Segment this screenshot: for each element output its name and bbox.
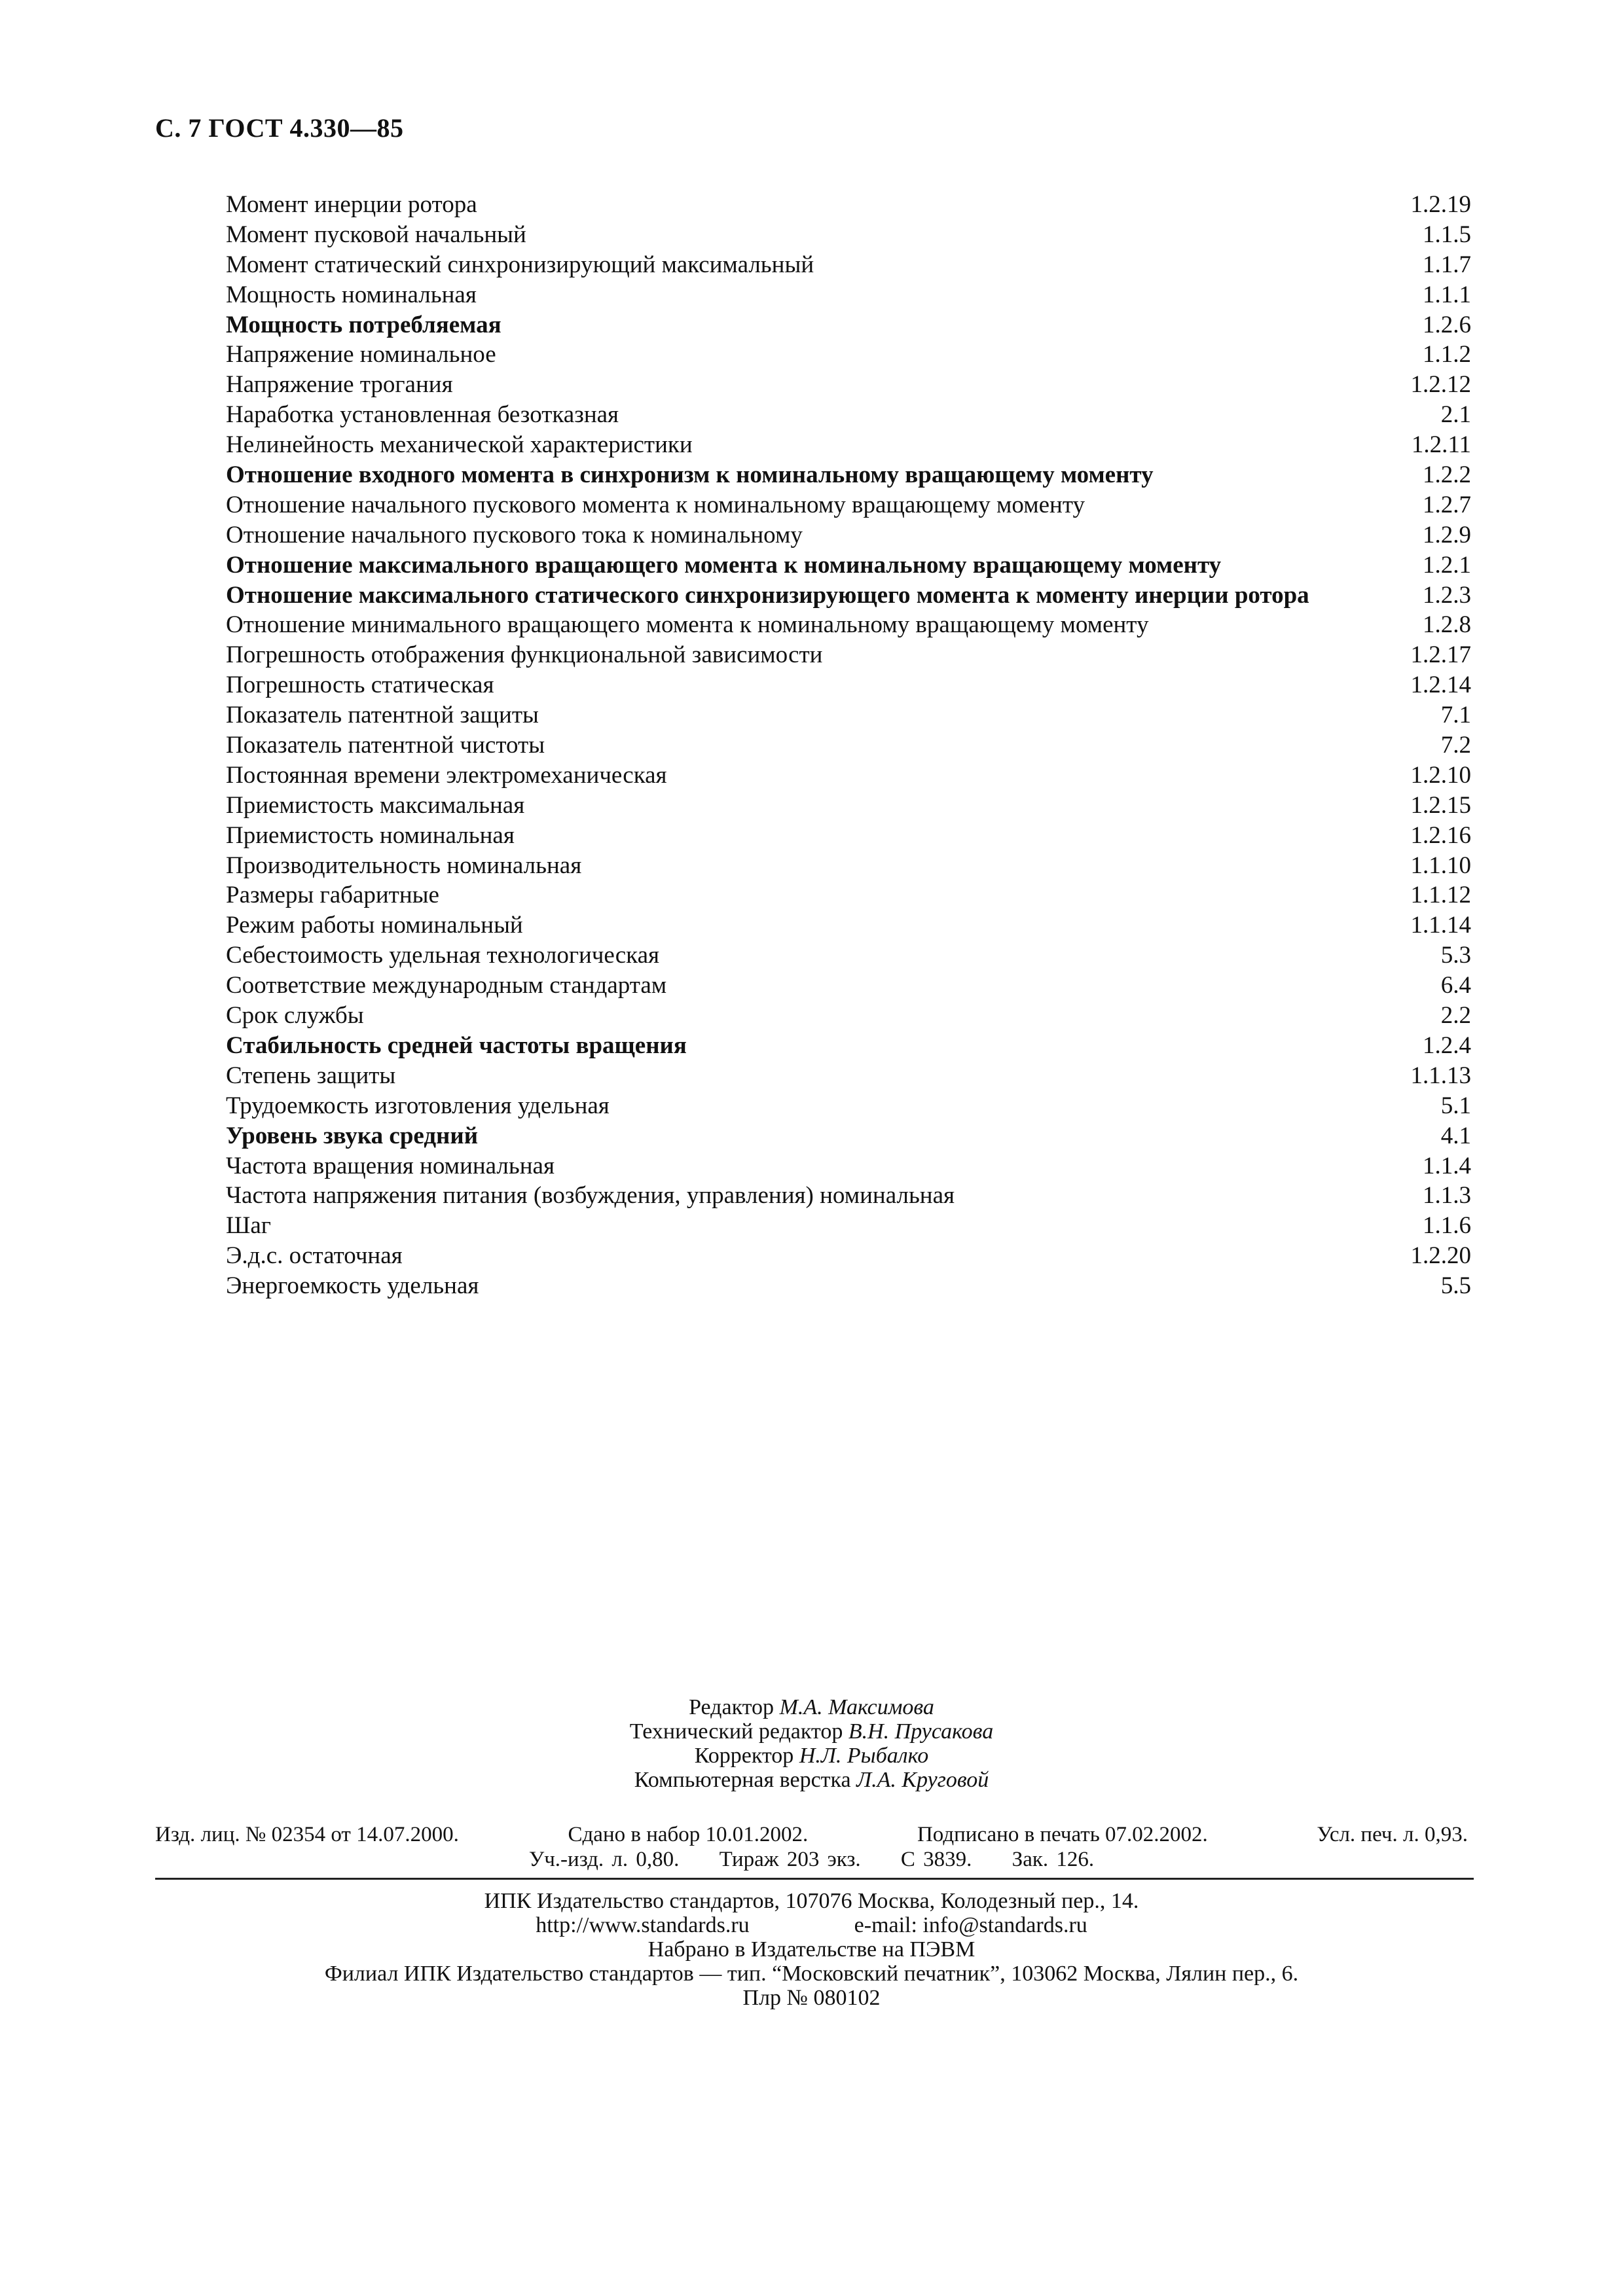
index-term: Приемистость номинальная [226, 821, 515, 849]
index-entry [226, 910, 1471, 941]
index-term: Момент статический синхронизирующий максимальный [226, 251, 814, 278]
publication-info-line-1 [155, 1822, 1468, 1847]
credit-role: Компьютерная верстка [634, 1768, 851, 1792]
index-term: Частота напряжения питания (возбуждения, управления) номинальная [226, 1182, 955, 1210]
index-term: Производительность номинальная [226, 852, 582, 879]
index-entry [226, 490, 1471, 520]
credit-line [0, 1768, 1623, 1792]
index-ref: 4.1 [1440, 1122, 1471, 1149]
index-term: Срок службы [226, 1002, 364, 1030]
credit-name: В.Н. Прусакова [848, 1719, 994, 1744]
branch-address: Филиал ИПК Издательство стандартов — тип. “Московский печатник”, 103062 Москва, Лялин пер., 6. [324, 1962, 1299, 1986]
index-ref: 1.1.10 [1410, 852, 1471, 879]
index-entry [226, 941, 1471, 971]
index-term: Режим работы номинальный [226, 912, 523, 939]
index-ref: 1.2.1 [1423, 551, 1471, 579]
index-term: Мощность потребляемая [226, 311, 501, 338]
index-term: Наработка установленная безотказная [226, 401, 619, 429]
index-term: Напряжение трогания [226, 371, 453, 399]
index-entry [226, 581, 1471, 611]
page-header: С. 7 ГОСТ 4.330—85 [155, 113, 404, 143]
index-ref: 1.1.5 [1423, 221, 1471, 248]
publication-info [155, 1822, 1468, 1872]
index-ref: 1.2.7 [1423, 491, 1471, 518]
index-entry [226, 791, 1471, 821]
index-entry [226, 700, 1471, 730]
index-entry [226, 1151, 1471, 1181]
plr-number: Плр № 080102 [742, 1986, 881, 2010]
index-ref: 1.1.4 [1423, 1152, 1471, 1179]
index-entry [226, 971, 1471, 1001]
index-term: Энергоемкость удельная [226, 1272, 479, 1300]
index-entry [226, 220, 1471, 250]
credit-line [0, 1695, 1623, 1719]
subject-index-list [226, 190, 1471, 1301]
index-term: Себестоимость удельная технологическая [226, 942, 660, 969]
credit-role: Технический редактор [629, 1719, 843, 1744]
index-entry [226, 730, 1471, 761]
index-entry [226, 550, 1471, 581]
index-entry [226, 1031, 1471, 1061]
index-entry [226, 1091, 1471, 1121]
index-ref: 1.2.6 [1423, 311, 1471, 338]
publisher-address: ИПК Издательство стандартов, 107076 Москва, Колодезный пер., 14. [484, 1889, 1139, 1913]
credits-block [0, 1695, 1623, 1792]
index-ref: 6.4 [1440, 972, 1471, 999]
divider-rule [155, 1878, 1474, 1880]
imprint-block [0, 1889, 1623, 2010]
index-entry [226, 400, 1471, 430]
index-ref: 1.1.6 [1423, 1212, 1471, 1240]
email-link[interactable]: e-mail: info@standards.ru [854, 1913, 1087, 1937]
pub-sheets: Уч.-изд. л. 0,80. [528, 1848, 680, 1871]
index-term: Степень защиты [226, 1062, 396, 1089]
index-term: Отношение начального пускового тока к номинальному [226, 521, 803, 548]
index-ref: 5.1 [1440, 1092, 1471, 1119]
index-term: Мощность номинальная [226, 281, 477, 308]
index-term: Момент инерции ротора [226, 191, 477, 218]
index-entry [226, 280, 1471, 310]
index-term: Показатель патентной чистоты [226, 732, 545, 759]
index-entry [226, 460, 1471, 490]
credit-line [0, 1719, 1623, 1744]
index-entry [226, 1271, 1471, 1301]
index-entry [226, 610, 1471, 640]
index-ref: 1.2.10 [1410, 761, 1471, 789]
index-ref: 1.2.12 [1410, 371, 1471, 399]
index-term: Погрешность отображения функциональной зависимости [226, 641, 823, 669]
index-entry [226, 1211, 1471, 1241]
index-term: Нелинейность механической характеристики [226, 431, 693, 459]
index-ref: 1.2.3 [1423, 581, 1471, 609]
index-ref: 5.3 [1440, 942, 1471, 969]
circulation: Тираж 203 экз. [719, 1848, 861, 1871]
index-ref: 1.2.11 [1411, 431, 1471, 459]
index-ref: 1.2.15 [1410, 791, 1471, 819]
index-term: Стабильность средней частоты вращения [226, 1031, 687, 1059]
index-entry [226, 670, 1471, 700]
signed-to-print-date: Подписано в печать 07.02.2002. [917, 1823, 1208, 1846]
index-ref: 1.2.9 [1423, 521, 1471, 548]
credit-role: Редактор [689, 1695, 775, 1719]
index-entry [226, 1061, 1471, 1091]
index-ref: 1.1.12 [1410, 882, 1471, 909]
index-entry [226, 880, 1471, 910]
publication-info-line-2 [155, 1847, 1468, 1872]
index-ref: 1.2.17 [1410, 641, 1471, 669]
index-entry [226, 851, 1471, 881]
index-ref: 1.1.2 [1423, 341, 1471, 368]
index-ref: 1.2.2 [1423, 461, 1471, 489]
index-entry [226, 190, 1471, 220]
index-ref: 1.2.16 [1410, 821, 1471, 849]
index-term: Показатель патентной защиты [226, 702, 539, 729]
index-ref: 2.1 [1440, 401, 1471, 429]
index-term: Частота вращения номинальная [226, 1152, 555, 1179]
index-entry [226, 340, 1471, 370]
code: С 3839. [900, 1848, 972, 1871]
index-term: Трудоемкость изготовления удельная [226, 1092, 610, 1119]
web-contacts [0, 1913, 1623, 1937]
index-ref: 7.2 [1440, 732, 1471, 759]
index-term: Э.д.с. остаточная [226, 1242, 403, 1270]
index-entry [226, 370, 1471, 400]
print-sheets: Усл. печ. л. 0,93. [1317, 1823, 1468, 1846]
index-ref: 1.1.7 [1423, 251, 1471, 278]
index-entry [226, 310, 1471, 340]
index-entry [226, 1001, 1471, 1031]
index-term: Отношение максимального статического синхронизирующего момента к моменту инерции ротора [226, 581, 1309, 609]
index-term: Отношение максимального вращающего момента к номинальному вращающему моменту [226, 551, 1222, 579]
index-ref: 5.5 [1440, 1272, 1471, 1300]
website-link[interactable]: http://www.standards.ru [536, 1913, 750, 1937]
credit-name: Н.Л. Рыбалко [799, 1744, 929, 1768]
index-term: Уровень звука средний [226, 1122, 479, 1149]
index-ref: 7.1 [1440, 702, 1471, 729]
index-term: Погрешность статическая [226, 672, 494, 699]
credit-name: Л.А. Круговой [856, 1768, 989, 1792]
index-entry [226, 520, 1471, 550]
typeset-note: Набрано в Издательстве на ПЭВМ [647, 1937, 976, 1962]
index-term: Напряжение номинальное [226, 341, 496, 368]
credit-role: Корректор [694, 1744, 794, 1768]
index-entry [226, 430, 1471, 460]
index-entry [226, 1121, 1471, 1151]
index-entry [226, 1241, 1471, 1271]
index-ref: 1.1.13 [1410, 1062, 1471, 1089]
index-ref: 1.1.1 [1423, 281, 1471, 308]
index-ref: 1.2.19 [1410, 191, 1471, 218]
index-ref: 1.1.3 [1423, 1182, 1471, 1210]
credit-line [0, 1744, 1623, 1768]
index-ref: 1.1.14 [1410, 912, 1471, 939]
index-term: Отношение входного момента в синхронизм к номинальному вращающему моменту [226, 461, 1154, 489]
index-term: Соответствие международным стандартам [226, 972, 667, 999]
index-ref: 1.2.4 [1423, 1031, 1471, 1059]
index-entry [226, 761, 1471, 791]
index-term: Постоянная времени электромеханическая [226, 761, 667, 789]
sent-to-set-date: Сдано в набор 10.01.2002. [568, 1823, 809, 1846]
index-term: Шаг [226, 1212, 271, 1240]
index-ref: 1.2.14 [1410, 672, 1471, 699]
index-entry [226, 640, 1471, 670]
index-ref: 2.2 [1440, 1002, 1471, 1030]
index-entry [226, 821, 1471, 851]
index-entry [226, 1181, 1471, 1211]
index-term: Приемистость максимальная [226, 791, 525, 819]
index-term: Отношение начального пускового момента к номинальному вращающему моменту [226, 491, 1085, 518]
index-term: Момент пусковой начальный [226, 221, 526, 248]
index-ref: 1.2.20 [1410, 1242, 1471, 1270]
index-term: Отношение минимального вращающего момента к номинальному вращающему моменту [226, 611, 1149, 639]
order-number: Зак. 126. [1012, 1848, 1095, 1871]
license-number: Изд. лиц. № 02354 от 14.07.2000. [155, 1823, 459, 1846]
index-ref: 1.2.8 [1423, 611, 1471, 639]
credit-name: М.А. Максимова [779, 1695, 934, 1719]
index-term: Размеры габаритные [226, 882, 439, 909]
index-entry [226, 250, 1471, 280]
